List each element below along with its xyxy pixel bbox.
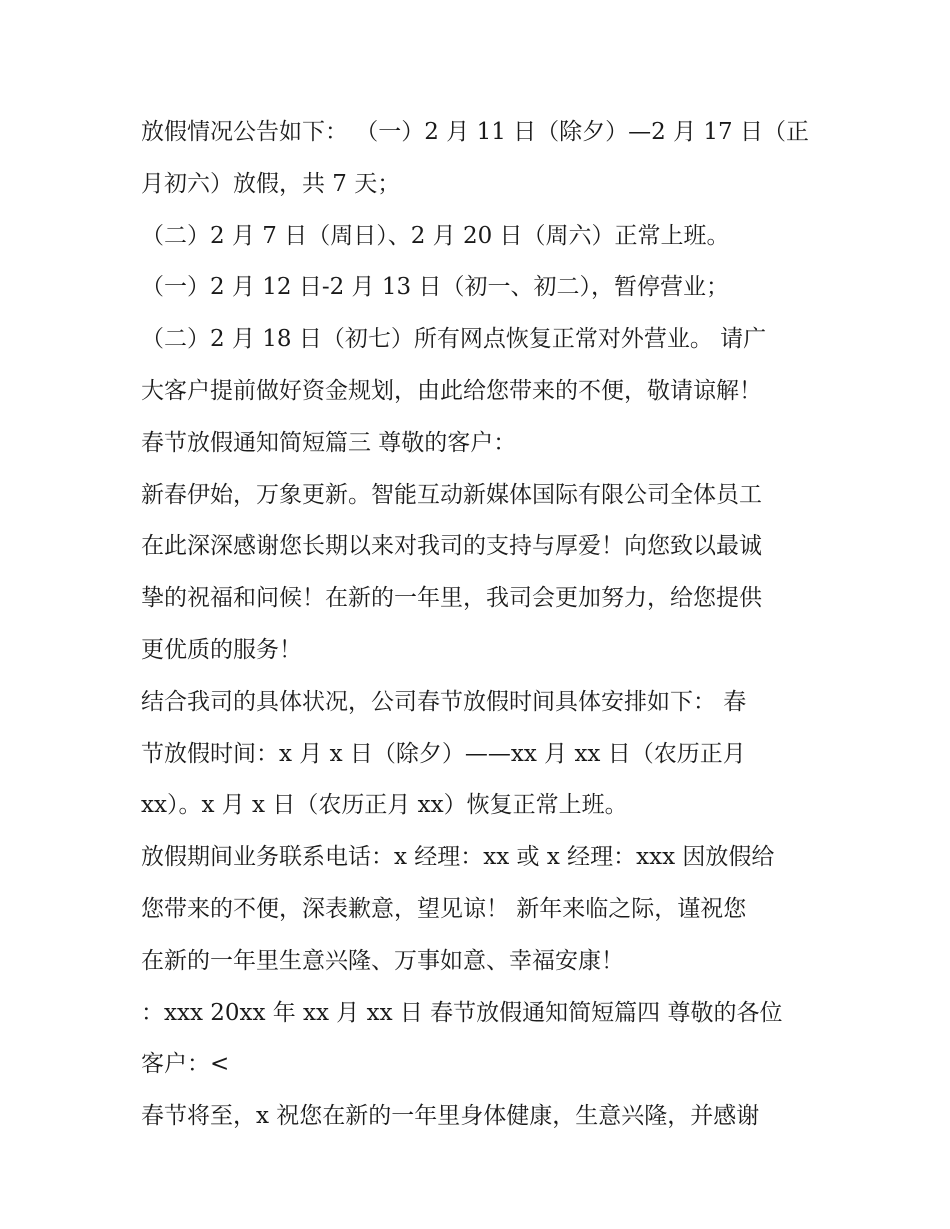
text-line: 客户：< [141, 1051, 230, 1078]
text-line: （二）2 月 7 日（周日）、2 月 20 日（周六）正常上班。 [141, 222, 730, 249]
text-line: 您带来的不便，深表歉意，望见谅！ 新年来临之际，谨祝您 [141, 895, 747, 922]
text-line: 挚的祝福和问候！在新的一年里，我司会更加努力，给您提供 [141, 585, 762, 612]
text-line: （一）2 月 12 日-2 月 13 日（初一、初二），暂停营业； [141, 274, 729, 301]
text-line: ：xxx 20xx 年 xx 月 xx 日 春节放假通知简短篇四 尊敬的各位 [141, 999, 783, 1026]
text-line: 节放假时间：x 月 x 日（除夕）——xx 月 xx 日（农历正月 [141, 740, 746, 767]
text-line: 结合我司的具体状况，公司春节放假时间具体安排如下： 春 [141, 688, 747, 715]
text-line: 在新的一年里生意兴隆、万事如意、幸福安康！ [141, 947, 624, 974]
text-line: 春节将至，x 祝您在新的一年里身体健康，生意兴隆，并感谢 [141, 1103, 760, 1130]
text-line: 大客户提前做好资金规划，由此给您带来的不便，敬请谅解！ [141, 377, 762, 404]
text-line: 新春伊始，万象更新。智能互动新媒体国际有限公司全体员工 [141, 481, 762, 508]
text-line: 放假情况公告如下： （一）2 月 11 日（除夕）—2 月 17 日（正 [141, 119, 809, 145]
text-line: 更优质的服务！ [141, 636, 302, 663]
document-body [141, 107, 813, 1143]
text-line: 放假期间业务联系电话：x 经理：xx 或 x 经理：xxx 因放假给 [141, 844, 775, 871]
text-line: 在此深深感谢您长期以来对我司的支持与厚爱！向您致以最诚 [141, 533, 762, 560]
text-line: xx）。x 月 x 日（农历正月 xx）恢复正常上班。 [141, 792, 628, 819]
text-line: 春节放假通知简短篇三 尊敬的客户： [141, 429, 517, 456]
text-line: 月初六）放假，共 7 天； [141, 170, 401, 197]
text-line: （二）2 月 18 日（初七）所有网点恢复正常对外营业。 请广 [141, 326, 767, 353]
